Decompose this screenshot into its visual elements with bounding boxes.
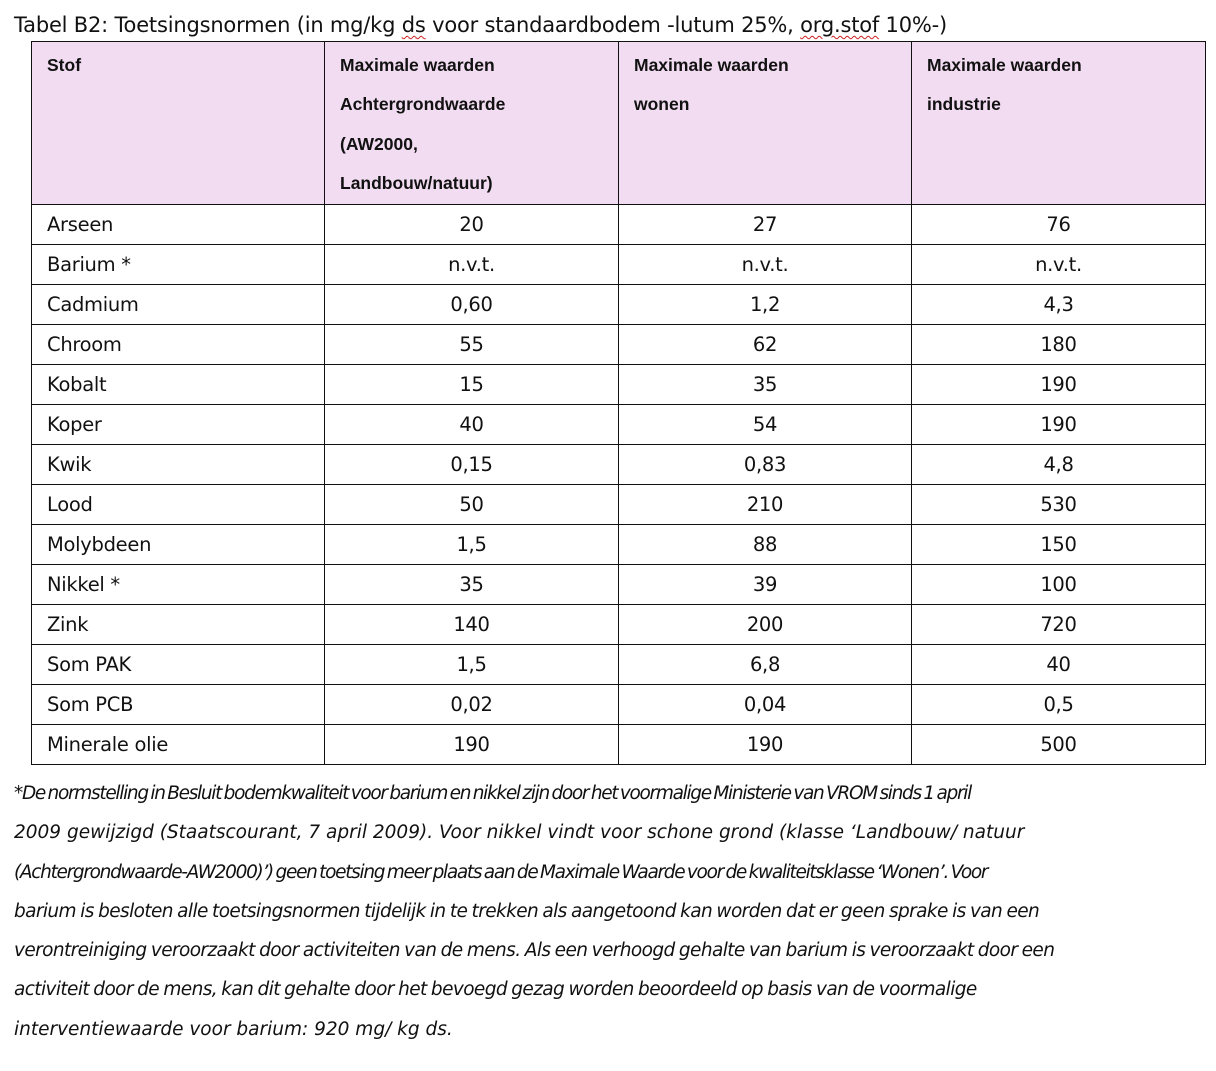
table-row [32, 605, 1206, 645]
footnote-line: verontreiniging veroorzaakt door activiteiten van de mens. Als een verhoogd gehalte van barium is veroorzaakt door een [14, 940, 1055, 962]
table-row [32, 405, 1206, 445]
footnote-line: interventiewaarde voor barium: 920 mg/ kg ds. [14, 1018, 453, 1040]
header-line: Achtergrondwaarde [340, 94, 506, 115]
caption-middle: voor standaardbodem -lutum 25%, [425, 13, 801, 37]
header-line: wonen [634, 94, 690, 115]
header-line: Stof [47, 55, 82, 75]
cell-stof: Arseen [32, 205, 325, 245]
cell-stof: Som PCB [32, 685, 325, 725]
cell-stof: Kwik [32, 445, 325, 485]
cell-industrie: 500 [912, 725, 1206, 765]
cell-achtergrondwaarde: 0,02 [325, 685, 619, 725]
table-row [32, 365, 1206, 405]
cell-wonen: 35 [619, 365, 912, 405]
table-body [32, 205, 1206, 765]
footnote [14, 774, 1194, 1049]
footnote-line: *De normstelling in Besluit bodemkwaliteit voor barium en nikkel zijn door het voormalige Ministerie van VROM sinds 1 april [14, 783, 971, 804]
cell-achtergrondwaarde: 50 [325, 485, 619, 525]
cell-industrie: 0,5 [912, 685, 1206, 725]
cell-wonen: 190 [619, 725, 912, 765]
cell-wonen: 0,83 [619, 445, 912, 485]
cell-industrie: 530 [912, 485, 1206, 525]
cell-achtergrondwaarde: 20 [325, 205, 619, 245]
cell-achtergrondwaarde: 15 [325, 365, 619, 405]
cell-achtergrondwaarde: 190 [325, 725, 619, 765]
caption-prefix: Tabel B2: Toetsingsnormen (in mg/kg [14, 13, 402, 37]
cell-wonen: 1,2 [619, 285, 912, 325]
cell-industrie: 100 [912, 565, 1206, 605]
header-achtergrondwaarde [325, 42, 619, 205]
header-line: Maximale waarden [340, 55, 495, 75]
cell-stof: Som PAK [32, 645, 325, 685]
table-row [32, 645, 1206, 685]
cell-achtergrondwaarde: 140 [325, 605, 619, 645]
table-row [32, 525, 1206, 565]
cell-achtergrondwaarde: 1,5 [325, 525, 619, 565]
cell-industrie: 76 [912, 205, 1206, 245]
table-row [32, 245, 1206, 285]
footnote-line: 2009 gewijzigd (Staatscourant, 7 april 2009). Voor nikkel vindt voor schone grond (klasse ‘Landbouw/ natuur [14, 822, 1025, 844]
header-row [32, 42, 1206, 205]
caption-spellcheck-orgstof: org.stof [800, 13, 880, 37]
cell-wonen: 0,04 [619, 685, 912, 725]
table-row [32, 685, 1206, 725]
cell-industrie: 4,8 [912, 445, 1206, 485]
header-line: industrie [927, 94, 1001, 115]
cell-wonen: 6,8 [619, 645, 912, 685]
cell-industrie: 180 [912, 325, 1206, 365]
cell-stof: Koper [32, 405, 325, 445]
table-row [32, 205, 1206, 245]
cell-stof: Zink [32, 605, 325, 645]
cell-stof: Lood [32, 485, 325, 525]
header-line: Maximale waarden [634, 55, 789, 75]
norms-table [31, 41, 1206, 765]
cell-wonen: 62 [619, 325, 912, 365]
table-row [32, 325, 1206, 365]
table-row [32, 445, 1206, 485]
cell-achtergrondwaarde: 55 [325, 325, 619, 365]
caption-spellcheck-ds: ds [401, 13, 426, 37]
cell-industrie: 40 [912, 645, 1206, 685]
cell-stof: Chroom [32, 325, 325, 365]
cell-industrie: 190 [912, 405, 1206, 445]
footnote-line: barium is besloten alle toetsingsnormen tijdelijk in te trekken als aangetoond kan worden dat er geen sprake is van een [14, 900, 1040, 922]
table-row [32, 725, 1206, 765]
cell-achtergrondwaarde: 0,15 [325, 445, 619, 485]
cell-achtergrondwaarde: n.v.t. [325, 245, 619, 285]
cell-stof: Molybdeen [32, 525, 325, 565]
header-line: Maximale waarden [927, 55, 1082, 75]
cell-wonen: 27 [619, 205, 912, 245]
cell-wonen: n.v.t. [619, 245, 912, 285]
cell-industrie: n.v.t. [912, 245, 1206, 285]
cell-achtergrondwaarde: 1,5 [325, 645, 619, 685]
cell-stof: Kobalt [32, 365, 325, 405]
cell-stof: Barium * [32, 245, 325, 285]
cell-achtergrondwaarde: 40 [325, 405, 619, 445]
footnote-line: activiteit door de mens, kan dit gehalte door het bevoegd gezag worden beoordeeld op basis van de voormalige [14, 979, 977, 1001]
cell-stof: Minerale olie [32, 725, 325, 765]
header-stof [32, 42, 325, 205]
cell-stof: Nikkel * [32, 565, 325, 605]
cell-industrie: 190 [912, 365, 1206, 405]
cell-achtergrondwaarde: 35 [325, 565, 619, 605]
cell-wonen: 200 [619, 605, 912, 645]
header-line: Landbouw/natuur) [340, 172, 493, 193]
cell-wonen: 39 [619, 565, 912, 605]
footnote-line: (Achtergrondwaarde-AW2000)’) geen toetsing meer plaats aan de Maximale Waarde voor de kwaliteitsklasse ‘Wonen’. Voor [14, 861, 988, 883]
cell-stof: Cadmium [32, 285, 325, 325]
table-row [32, 485, 1206, 525]
table-row [32, 565, 1206, 605]
cell-industrie: 720 [912, 605, 1206, 645]
cell-wonen: 210 [619, 485, 912, 525]
header-line: (AW2000, [340, 133, 418, 154]
caption-suffix: 10%-) [879, 13, 947, 37]
cell-wonen: 54 [619, 405, 912, 445]
header-wonen [619, 42, 912, 205]
header-industrie [912, 42, 1206, 205]
cell-wonen: 88 [619, 525, 912, 565]
cell-industrie: 150 [912, 525, 1206, 565]
cell-industrie: 4,3 [912, 285, 1206, 325]
table-row [32, 285, 1206, 325]
table-caption [14, 10, 947, 40]
cell-achtergrondwaarde: 0,60 [325, 285, 619, 325]
